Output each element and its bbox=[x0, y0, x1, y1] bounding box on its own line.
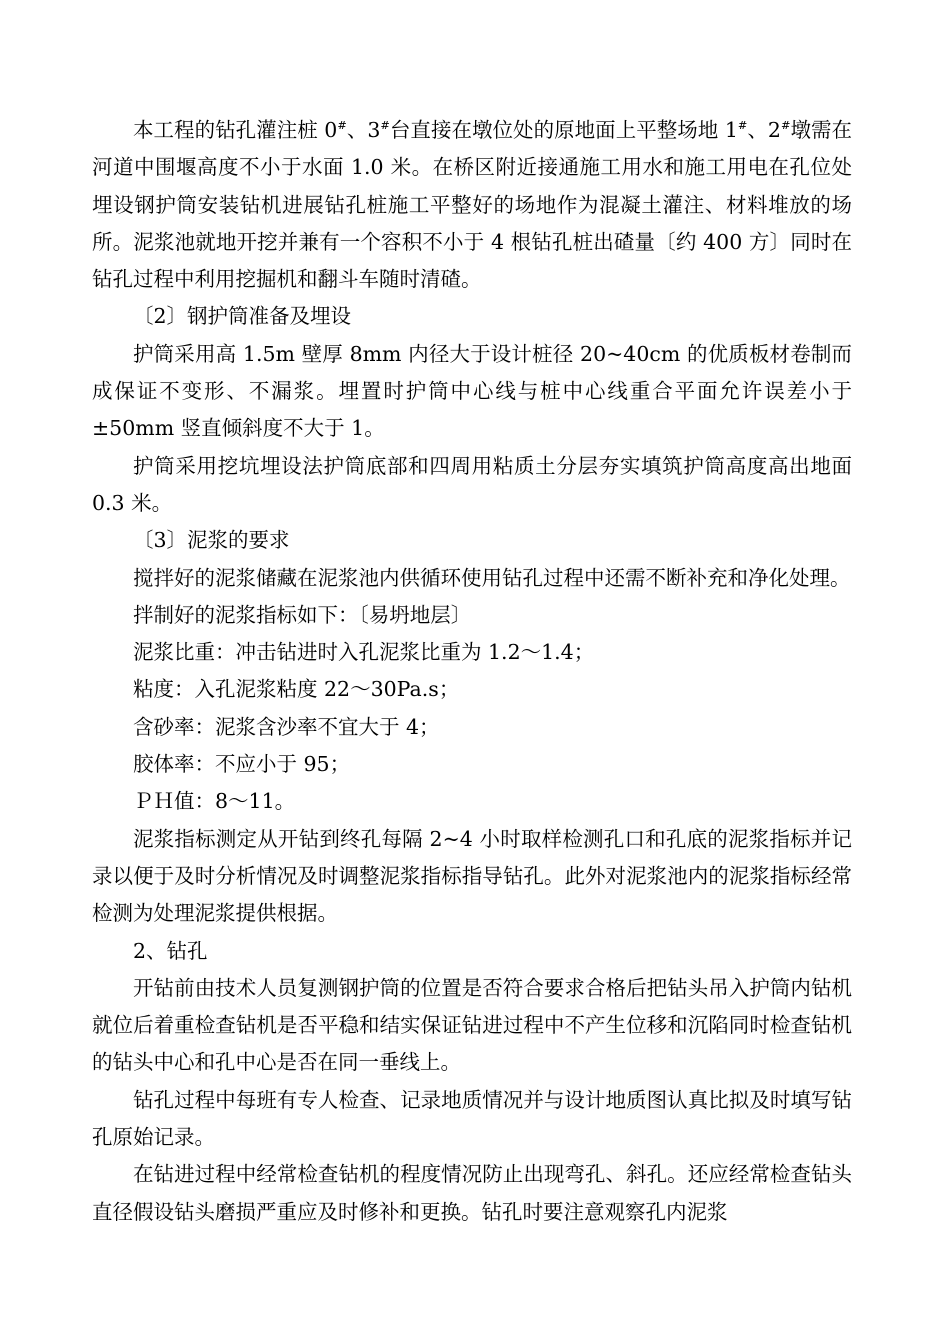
paragraph-drilling-checks: 在钻进过程中经常检查钻机的程度情况防止出现弯孔、斜孔。还应经常检查钻头直径假设钻头磨损严重应及时修补和更换。钻孔时要注意观察孔内泥浆 bbox=[92, 1162, 852, 1224]
paragraph-site-preparation bbox=[92, 112, 852, 298]
paragraph-drilling-prep: 开钻前由技术人员复测钢护筒的位置是否符合要求合格后把钻头吊入护筒内钻机就位后着重检查钻机是否平稳和结实保证钻进过程中不产生位移和沉陷同时检查钻机的钻头中心和孔中心是否在同一垂线上。 bbox=[92, 975, 852, 1075]
paragraph-mud-ph: ＰＨ值：8～11。 bbox=[133, 789, 296, 814]
superscript: # bbox=[380, 119, 390, 133]
paragraph-mud-sand-content: 含砂率：泥浆含沙率不宜大于 4； bbox=[133, 714, 440, 739]
paragraph-casing-spec: 护筒采用高 1.5m 壁厚 8mm 内径大于设计桩径 20~40cm 的优质板材卷制而成保证不变形、不漏浆。埋置时护筒中心线与桩中心线重合平面允许误差小于±50mm 竖直倾斜度不大于 1。 bbox=[92, 341, 852, 441]
paragraph-mud-storage: 搅拌好的泥浆储藏在泥浆池内供循环使用钻孔过程中还需不断补充和净化处理。 bbox=[133, 565, 851, 590]
text-run: 墩需在河道中围堰高度不小于水面 1.0 米。在桥区附近接通施工用水和施工用电在孔位处埋设钢护筒安装钻机进展钻孔桩施工平整好的场地作为混凝土灌注、材料堆放的场所。泥浆池就地开挖并兼有一个容积不小于 4 根钻孔桩出碴量〔约 400 方〕同时在钻孔过程中利用挖掘机和翻斗车随时清碴。 bbox=[92, 118, 853, 292]
paragraph-casing-burial: 护筒采用挖坑埋设法护筒底部和四周用粘质土分层夯实填筑护筒高度高出地面 0.3 米。 bbox=[92, 453, 852, 515]
paragraph-drilling-records: 钻孔过程中每班有专人检查、记录地质情况并与设计地质图认真比拟及时填写钻孔原始记录。 bbox=[92, 1087, 852, 1150]
heading-drilling: 2、钻孔 bbox=[133, 938, 208, 963]
text-run: 台直接在墩位处的原地面上平整场地 1 bbox=[389, 118, 738, 142]
paragraph-mud-viscosity: 粘度：入孔泥浆粘度 22～30Pa.s； bbox=[133, 677, 460, 702]
paragraph-mud-testing: 泥浆指标测定从开钻到终孔每隔 2~4 小时取样检测孔口和孔底的泥浆指标并记录以便于及时分析情况及时调整泥浆指标指导钻孔。此外对泥浆池内的泥浆指标经常检测为处理泥浆提供根据。 bbox=[92, 826, 852, 926]
superscript: # bbox=[737, 119, 748, 133]
superscript: # bbox=[337, 119, 347, 133]
paragraph-mud-colloid-rate: 胶体率：不应小于 95； bbox=[133, 752, 351, 777]
heading-mud-requirements: 〔3〕泥浆的要求 bbox=[133, 528, 290, 553]
paragraph-mud-density: 泥浆比重：冲击钻进时入孔泥浆比重为 1.2～1.4； bbox=[133, 640, 595, 665]
heading-steel-casing: 〔2〕钢护筒准备及埋设 bbox=[133, 304, 352, 329]
text-run: 、2 bbox=[747, 118, 781, 142]
text-run: 、3 bbox=[346, 118, 381, 142]
superscript: # bbox=[780, 119, 791, 133]
document-page bbox=[92, 112, 852, 1231]
text-run: 本工程的钻孔灌注桩 0 bbox=[133, 118, 338, 142]
paragraph-mud-indicators-intro: 拌制好的泥浆指标如下：〔易坍地层〕 bbox=[133, 602, 472, 627]
